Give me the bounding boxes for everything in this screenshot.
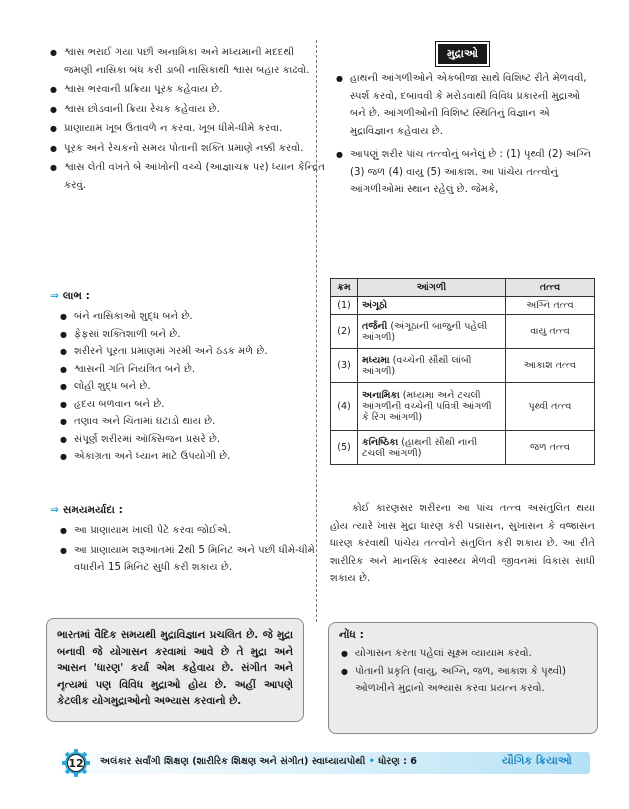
finger-cell: કનિષ્ઠિકા (હાથની સૌથી નાની ટચલી આંગળી) <box>358 431 506 465</box>
list-item: ● આ પ્રાણાયામ ખાલી પેટે કરવા જોઈએ. <box>58 522 320 540</box>
list-item: ● શ્વાસ છોડવાની ક્રિયા રેચક કહેવાય છે. <box>48 101 326 119</box>
row-number: (2) <box>331 315 358 349</box>
list-item: ● એકાગ્રતા અને ધ્યાન માટે ઉપયોગી છે. <box>58 448 320 466</box>
chapter-title: યૌગિક ક્રિયાઓ <box>502 754 572 767</box>
row-number: (5) <box>331 431 358 465</box>
arrow-right-icon: ⇒ <box>50 504 59 516</box>
list-item: ● ફેફસાં શક્તિશાળી બને છે. <box>58 326 320 344</box>
element-cell: અગ્નિ તત્ત્વ <box>506 297 595 315</box>
finger-element-table <box>330 278 595 465</box>
page-number: 12 <box>68 757 84 770</box>
table-row <box>331 297 595 315</box>
list-item: ● સંપૂર્ણ શરીરમાં ઑક્સિજન પ્રસરે છે. <box>58 431 320 449</box>
benefits-heading: ⇒ લાભ : <box>50 290 90 302</box>
list-item: ● આપણું શરીર પાંચ તત્ત્વોનું બનેલું છે : (1) પૃથ્વી (2) અગ્નિ (3) જળ (4) વાયુ (5) આકાશ. આ પાંચેય તત્ત્વોનું આંગળીઓમાં સ્થાન રહેલું છે. જેમકે, <box>334 146 596 199</box>
list-item: ● પ્રાણાયામ ખૂબ ઉતાવળે ન કરવા. ખૂબ ધીમે-ધીમે કરવા. <box>48 120 326 138</box>
arrow-right-icon: ⇒ <box>50 290 59 302</box>
list-item: ● યોગાસન કરતા પહેલાં સૂક્ષ્મ વ્યાયામ કરવો. <box>339 645 587 663</box>
list-item: ● શરીરને પૂરતા પ્રમાણમાં ગરમી અને ઠંડક મળે છે. <box>58 343 320 361</box>
list-item: ● શ્વાસની ગતિ નિયંત્રિત બને છે. <box>58 361 320 379</box>
footer-book-info <box>100 756 417 767</box>
mudra-intro-list <box>334 70 596 201</box>
list-item: ● શ્વાસ ભરવાની પ્રક્રિયા પૂરક કહેવાય છે. <box>48 81 326 99</box>
list-item: ● બંને નાસિકાઓ શુદ્ધ બને છે. <box>58 308 320 326</box>
element-cell: વાયુ તત્ત્વ <box>506 315 595 349</box>
table-row <box>331 315 595 349</box>
list-item: ● શ્વાસ ભરાઈ ગયા પછી અનામિકા અને મધ્યમાની મદદથી જમણી નાસિકા બંધ કરી ડાબી નાસિકાથી શ્વાસ બહાર કાઢવો. <box>48 44 326 79</box>
table-row <box>331 349 595 383</box>
finger-cell: મધ્યમા (વચ્ચેની સૌથી લાંબી આંગળી) <box>358 349 506 383</box>
element-cell: જળ તત્ત્વ <box>506 431 595 465</box>
list-item: ● લોહી શુદ્ધ બને છે. <box>58 378 320 396</box>
col-header-number: ક્રમ <box>331 279 358 297</box>
balance-paragraph: કોઈ કારણસર શરીરના આ પાંચ તત્ત્વ અસંતુલિત થયા હોય ત્યારે ખાસ મુદ્રા ધારણ કરી પદ્માસન, સુખાસન કે વજ્રાસન ધારણ કરવાથી પાંચેય તત્ત્વોને સંતુલિત કરી શકાય છે. આ રીતે શારીરિક અને માનસિક સ્વાસ્થ્ય મેળવી જીવનમાં વિકાસ સાધી શકાય છે. <box>330 503 595 584</box>
note-heading: નોંધ : <box>339 629 364 641</box>
list-item: ● તણાવ અને ચિંતામાં ઘટાડો થાય છે. <box>58 413 320 431</box>
separator-dot: • <box>368 756 375 767</box>
finger-cell: તર્જની (અંગૂઠાની બાજુની પહેલી આંગળી) <box>358 315 506 349</box>
time-limit-heading: ⇒ સમયમર્યાદા : <box>50 504 123 516</box>
col-header-element: તત્ત્વ <box>506 279 595 297</box>
list-item: ● હૃદય બળવાન બને છે. <box>58 396 320 414</box>
list-item: ● પૂરક અને રેચકનો સમય પોતાની શક્તિ પ્રમાણે નક્કી કરવો. <box>48 140 326 158</box>
benefits-list <box>58 308 320 466</box>
table-row <box>331 383 595 431</box>
grade-label: ધોરણ : 6 <box>378 756 417 767</box>
section-title: મુદ્રાઓ <box>436 42 489 66</box>
list-item: ● શ્વાસ લેતી વખતે બે આંખોની વચ્ચે (આજ્ઞાચક્ર પર) ધ્યાન કેન્દ્રિત કરવું. <box>48 159 326 194</box>
col-header-finger: આંગળી <box>358 279 506 297</box>
mudra-history-box: ભારતમાં વૈદિક સમયથી મુદ્રાવિજ્ઞાન પ્રચલિત છે. જે મુદ્રા બનાવી જે યોગાસન કરવામાં આવે છે તે મુદ્રા અને આસન 'ધારણ' કર્યા એમ કહેવાય છે. સંગીત અને નૃત્યમાં પણ વિવિધ મુદ્રાઓ હોય છે. અહીં આપણે કેટલીક યોગમુદ્રાઓનો અભ્યાસ કરવાનો છે. <box>46 618 304 722</box>
row-number: (4) <box>331 383 358 431</box>
finger-cell: અનામિકા (મધ્યમા અને ટચલી આંગળીની વચ્ચેની પવિત્રી આંગળી કે રિંગ આંગળી) <box>358 383 506 431</box>
row-number: (1) <box>331 297 358 315</box>
book-title: અલંકાર સર્વાંગી શિક્ષણ (શારીરિક શિક્ષણ અને સંગીત) સ્વાધ્યાયપોથી <box>100 756 366 767</box>
page-footer <box>0 749 629 779</box>
breathing-steps-list <box>48 44 326 196</box>
note-box <box>328 622 598 734</box>
time-limit-list <box>58 522 320 579</box>
row-number: (3) <box>331 349 358 383</box>
element-cell: પૃથ્વી તત્ત્વ <box>506 383 595 431</box>
page-number-badge <box>62 749 90 777</box>
finger-cell: અંગૂઠો <box>358 297 506 315</box>
list-item: ● પોતાની પ્રકૃતિ (વાયુ, અગ્નિ, જળ, આકાશ કે પૃથ્વી) ઓળખીને મુદ્રાનો અભ્યાસ કરવા પ્રયત્ન કરવો. <box>339 663 587 698</box>
list-item: ● હાથની આંગળીઓને એકબીજા સાથે વિશિષ્ટ રીતે મેળવવી, સ્પર્શ કરવો, દબાવવી કે મરોડવાથી વિવિધ પ્રકારની મુદ્રાઓ બને છે. આંગળીઓની વિશિષ્ટ સ્થિતિનું વિજ્ઞાન એ મુદ્રાવિજ્ઞાન કહેવાય છે. <box>334 70 596 140</box>
list-item: ● આ પ્રાણાયામ શરૂઆતમાં 2થી 5 મિનિટ અને પછી ધીમે-ધીમે વધારીને 15 મિનિટ સુધી કરી શકાય છે. <box>58 542 320 577</box>
table-row <box>331 431 595 465</box>
column-divider <box>316 40 317 622</box>
table-header-row <box>331 279 595 297</box>
element-cell: આકાશ તત્ત્વ <box>506 349 595 383</box>
note-list <box>339 645 587 698</box>
